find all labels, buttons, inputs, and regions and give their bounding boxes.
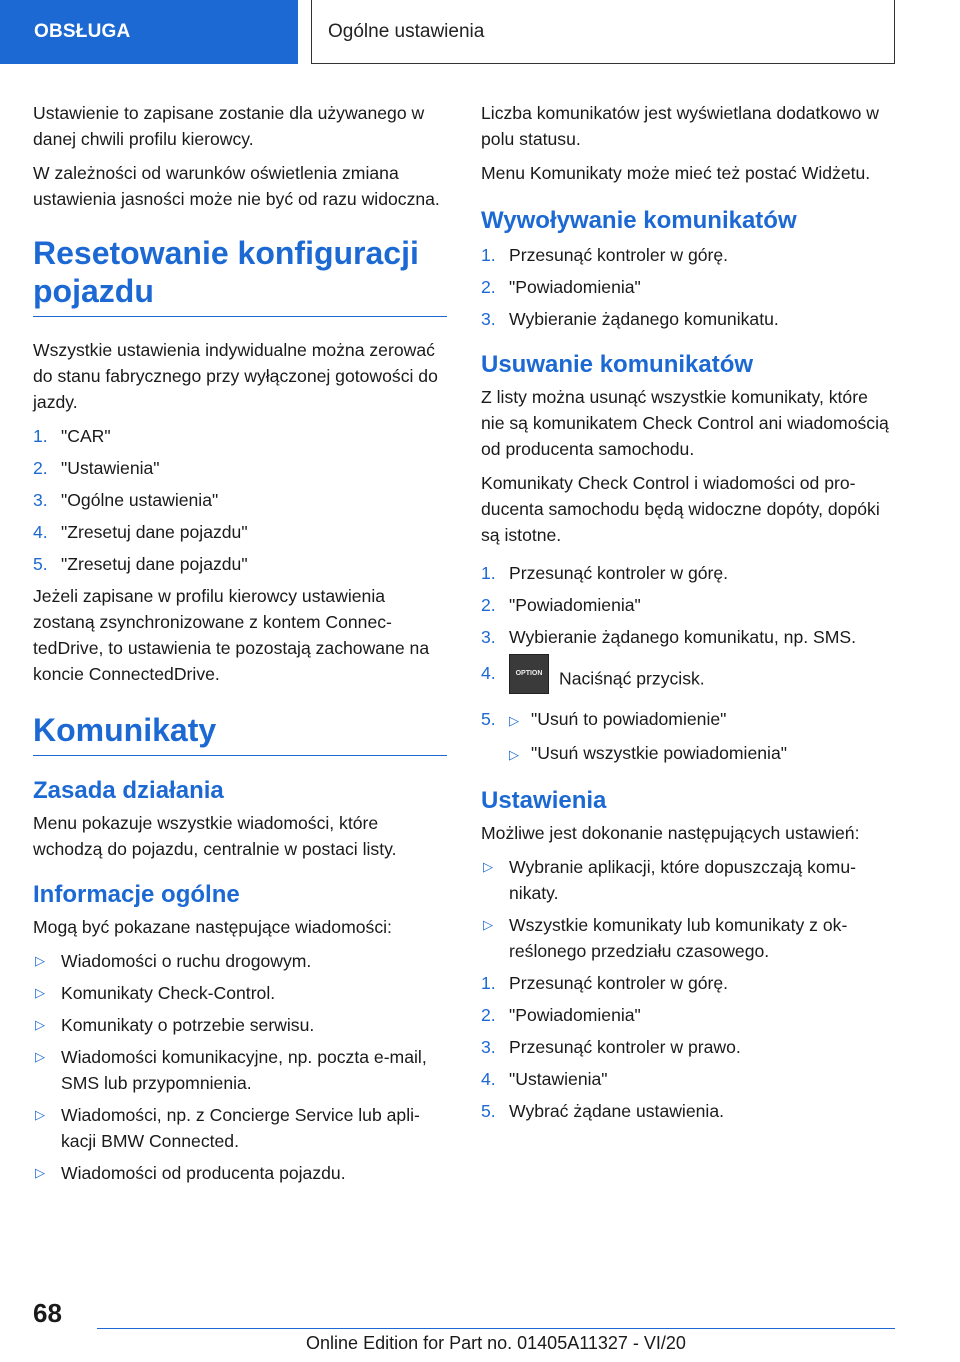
triangle-right-icon: ▷ [35,1107,45,1122]
step-text: "Ogólne ustawienia" [61,490,219,510]
list-item [33,487,447,513]
chapter-header [311,0,895,64]
step-text: Przesunąć kontroler w górę. [509,245,729,265]
step-number: 2. [33,458,48,478]
heading-call: Wywoływanie komunikatów [481,207,797,234]
triangle-right-icon: ▷ [35,953,45,968]
paragraph: Menu Komunikaty może mieć też postać Widżetu. [481,163,871,183]
heading-delete: Usuwanie komunikatów [481,351,754,378]
paragraph: W zależności od warunków oświetlenia zmiana ustawienia jasności może nie być od razu widoczna. [33,163,440,209]
step-text: "Zresetuj dane pojazdu" [61,522,248,542]
step-text: Wybrać żądane ustawienia. [509,1101,724,1121]
paragraph: Komunikaty Check Control i wiadomości od producenta samochodu będą widoczne dopóty, dopóki są istotne. [481,473,880,545]
paragraph: Ustawienie to zapisane zostanie dla używanego w danej chwili profilu kierowcy. [33,103,425,149]
step-text: "Usuń to powiadomienie" [531,709,727,729]
list-item [33,1044,447,1096]
triangle-right-icon: ▷ [35,985,45,1000]
paragraph: Z listy można usunąć wszystkie komunikaty, które nie są komunikatem Check Control ani wiadomością od producenta samochodu. [481,387,889,459]
list-item [481,1002,895,1028]
item-text: Wszystkie komunikaty lub komunikaty z określonego przedziału czasowego. [509,915,848,961]
heading-principle: Zasada działania [33,777,224,804]
paragraph: Mogą być pokazane następujące wiadomości: [33,917,392,937]
step-number: 4. [481,663,496,683]
item-text: Wiadomości komunikacyjne, np. poczta e-mail, SMS lub przypomnienia. [61,1047,427,1093]
step-number: 1. [481,973,496,993]
step-number: 1. [481,563,496,583]
triangle-right-icon: ▷ [35,1049,45,1064]
list-item [481,740,895,768]
chapter-title: Ogólne ustawienia [328,20,485,42]
heading-settings: Ustawienia [481,787,607,814]
heading-messages: Komunikaty [33,711,447,756]
triangle-right-icon: ▷ [483,859,493,874]
item-text: Wiadomości o ruchu drogowym. [61,951,312,971]
list-item [481,912,895,964]
general-list [33,948,447,1186]
step-number: 5. [481,1101,496,1121]
left-column [33,100,447,1192]
list-item [33,423,447,449]
paragraph: Liczba komunikatów jest wyświetlana dodatkowo w polu statusu. [481,103,880,149]
list-item [481,1066,895,1092]
heading-reset: Resetowanie konfiguracji pojazdu [33,234,447,317]
footer-edition: Online Edition for Part no. 01405A11327 - VI/20 [306,1333,686,1353]
list-item [481,706,895,734]
list-item [481,1098,895,1124]
list-item [481,306,895,332]
paragraph: Wszystkie ustawienia indywidualne można zerować do stanu fabrycznego przy wyłączonej gotowości do jazdy. [33,340,438,412]
list-item [33,1160,447,1186]
footer-divider [97,1328,895,1329]
step-text: "Powiadomienia" [509,1005,641,1025]
step-number: 1. [33,426,48,446]
step-text: "Ustawienia" [61,458,160,478]
paragraph: Menu pokazuje wszystkie wiadomości, które wchodzą do pojazdu, centralnie w postaci listy. [33,813,397,859]
step-text: "Zresetuj dane pojazdu" [61,554,248,574]
list-item [481,624,895,650]
step-text: Wybieranie żądanego komunikatu. [509,309,779,329]
step-text: Przesunąć kontroler w górę. [509,563,729,583]
step-number: 4. [33,522,48,542]
delete-steps [481,560,895,768]
list-item [33,455,447,481]
step-text: "Ustawienia" [509,1069,608,1089]
list-item [481,854,895,906]
triangle-right-icon: ▷ [509,747,519,762]
step-number: 2. [481,1005,496,1025]
list-item [33,948,447,974]
triangle-right-icon: ▷ [483,917,493,932]
list-item [33,551,447,577]
step-text: Przesunąć kontroler w prawo. [509,1037,741,1057]
paragraph: Możliwe jest dokonanie następujących ustawień: [481,823,860,843]
step-text: Przesunąć kontroler w górę. [509,973,729,993]
step-text: "Powiadomienia" [509,277,641,297]
list-item [33,1102,447,1154]
step-number: 2. [481,595,496,615]
option-button-icon: OPTION [509,654,549,694]
step-number: 1. [481,245,496,265]
triangle-right-icon: ▷ [35,1017,45,1032]
step-number: 3. [481,309,496,329]
list-item [33,980,447,1006]
settings-list [481,854,895,964]
settings-steps [481,970,895,1124]
heading-general: Informacje ogólne [33,881,240,908]
call-steps [481,242,895,332]
step-text: Wybieranie żądanego komunikatu, np. SMS. [509,627,857,647]
triangle-right-icon: ▷ [509,713,519,728]
step-text: "Usuń wszystkie powiadomienia" [531,743,787,763]
item-text: Komunikaty o potrzebie serwisu. [61,1015,315,1035]
triangle-right-icon: ▷ [35,1165,45,1180]
item-text: Komunikaty Check-Control. [61,983,276,1003]
list-item [481,560,895,586]
step-text: Naciśnąć przycisk. [559,668,705,689]
list-item [481,242,895,268]
item-text: Wiadomości od producenta pojazdu. [61,1163,346,1183]
list-item [481,592,895,618]
item-text: Wybranie aplikacji, które dopuszczają komunikaty. [509,857,856,903]
section-title: OBSŁUGA [34,21,131,42]
list-item [481,660,895,700]
section-tab [0,0,298,64]
step-number: 5. [33,554,48,574]
step-number: 2. [481,277,496,297]
step-text: "CAR" [61,426,111,446]
step-number: 3. [481,627,496,647]
item-text: Wiadomości, np. z Concierge Service lub aplikacji BMW Connected. [61,1105,420,1151]
right-column [481,100,895,1130]
list-item [33,519,447,545]
list-item [481,970,895,996]
list-item [481,274,895,300]
step-number: 5. [481,709,496,729]
page-number: 68 [33,1298,62,1328]
list-item [33,1012,447,1038]
step-number: 3. [481,1037,496,1057]
step-number: 3. [33,490,48,510]
list-item [481,1034,895,1060]
step-text: "Powiadomienia" [509,595,641,615]
reset-steps [33,423,447,577]
step-number: 4. [481,1069,496,1089]
paragraph: Jeżeli zapisane w profilu kierowcy ustawienia zostaną zsynchronizowane z kontem ConnectedDrive, to ustawienia te pozostają zachowane na koncie ConnectedDrive. [33,586,430,684]
